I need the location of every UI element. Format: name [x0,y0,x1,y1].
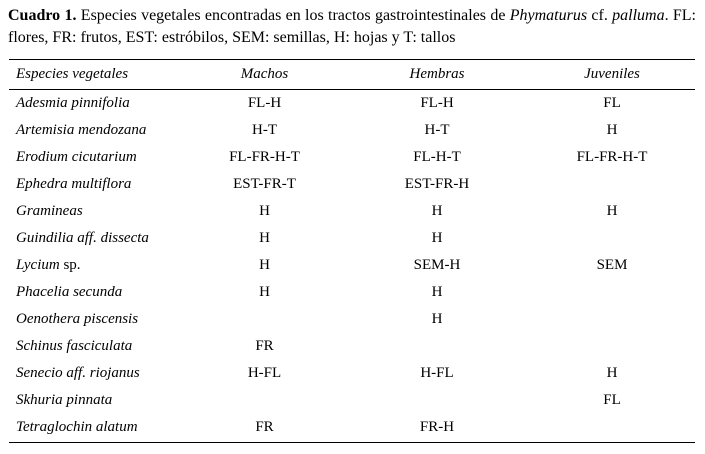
cell-hembras: H-FL [420,365,454,381]
cell-juveniles [529,171,695,198]
cell-hembras: H-T [424,122,450,138]
table-caption [8,5,696,49]
caption-text-start: Especies vegetales encontradas en los tractos gastrointestinales de [76,7,510,24]
species-name-cell [9,414,184,441]
cell-hembras [345,387,529,414]
species-name-cell [9,279,184,306]
cell-hembras: SEM-H [413,257,461,273]
species-name: Ephedra multiflora [16,176,132,192]
cell-machos: H [259,257,270,273]
header-machos: Machos [240,66,289,82]
species-name: Oenothera piscensis [16,311,139,327]
cell-machos: FL-FR-H-T [229,149,300,165]
table-row [9,360,695,387]
cell-hembras: FL-H [420,95,454,111]
species-name: Adesmia pinnifolia [16,95,130,111]
cell-machos [184,387,345,414]
cell-machos: EST-FR-T [233,176,296,192]
species-suffix: sp. [59,257,81,273]
cell-machos [184,306,345,333]
cell-machos: H [259,284,270,300]
cell-hembras [345,333,529,360]
cell-hembras: H [431,230,443,246]
cell-juveniles: H [606,365,618,381]
cell-juveniles: H [606,122,618,138]
cell-juveniles: FL [603,95,621,111]
cell-juveniles [529,306,695,333]
table-row [9,198,695,225]
species-name: Senecio aff. riojanus [16,365,140,381]
species-name: Skhuria pinnata [16,392,113,408]
table-bottom-rule [9,442,695,443]
species-name: Erodium cicutarium [16,149,137,165]
cell-juveniles: H [606,203,618,219]
cell-hembras: H [431,203,443,219]
header-species: Especies vegetales [16,66,129,82]
cell-juveniles: FL-FR-H-T [576,149,648,165]
table-row [9,333,695,360]
species-name-cell [9,333,184,360]
species-name: Phacelia secunda [16,284,123,300]
table-row [9,171,695,198]
caption-text-end: . FL: flores, FR: frutos, EST: estróbilos, SEM: semillas, H: hojas y T: tallos [8,7,697,46]
table-row [9,225,695,252]
cell-machos: FR [255,419,274,435]
species-name: Schinus fasciculata [16,338,133,354]
cell-juveniles: SEM [596,257,628,273]
cell-hembras: H [431,311,443,327]
table-row [9,387,695,414]
header-juveniles: Juveniles [584,66,640,82]
species-name-cell [9,360,184,387]
species-name-cell [9,387,184,414]
species-name: Lycium [16,257,60,273]
cell-hembras: EST-FR-H [404,176,470,192]
table-row [9,117,695,144]
table-row [9,252,695,279]
species-name-cell [9,306,184,333]
cell-hembras: H [431,284,443,300]
species-name-cell [9,89,184,117]
species-name: Guindilia aff. dissecta [16,230,149,246]
cell-machos: FL-H [247,95,282,111]
table-header-row [9,60,695,89]
header-hembras: Hembras [409,66,465,82]
species-name-cell [9,144,184,171]
species-table [9,60,695,441]
species-name-cell [9,198,184,225]
cell-juveniles [529,225,695,252]
species-name: Gramineas [16,203,83,219]
species-name: Artemisia mendozana [16,122,147,138]
cell-machos: H-T [252,122,277,138]
cell-hembras: FR-H [419,419,455,435]
cell-hembras: FL-H-T [413,149,461,165]
caption-label: Cuadro 1. [8,7,77,24]
cell-machos: H [259,230,270,246]
species-name: Tetraglochin alatum [16,419,138,435]
table-row [9,89,695,117]
table-row [9,414,695,441]
cell-juveniles [529,414,695,441]
table-row [9,279,695,306]
table-row [9,144,695,171]
cell-machos: FR [255,338,274,354]
species-name-cell [9,225,184,252]
caption-cf: cf. [587,7,613,24]
cell-juveniles: FL [603,392,621,408]
cell-machos: H-FL [247,365,282,381]
species-name-cell [9,252,184,279]
table-row [9,306,695,333]
cell-juveniles [529,279,695,306]
cell-juveniles [529,333,695,360]
species-name-cell [9,171,184,198]
caption-species: palluma [612,7,665,24]
caption-genus: Phymaturus [509,7,588,24]
cell-machos: H [259,203,270,219]
species-name-cell [9,117,184,144]
